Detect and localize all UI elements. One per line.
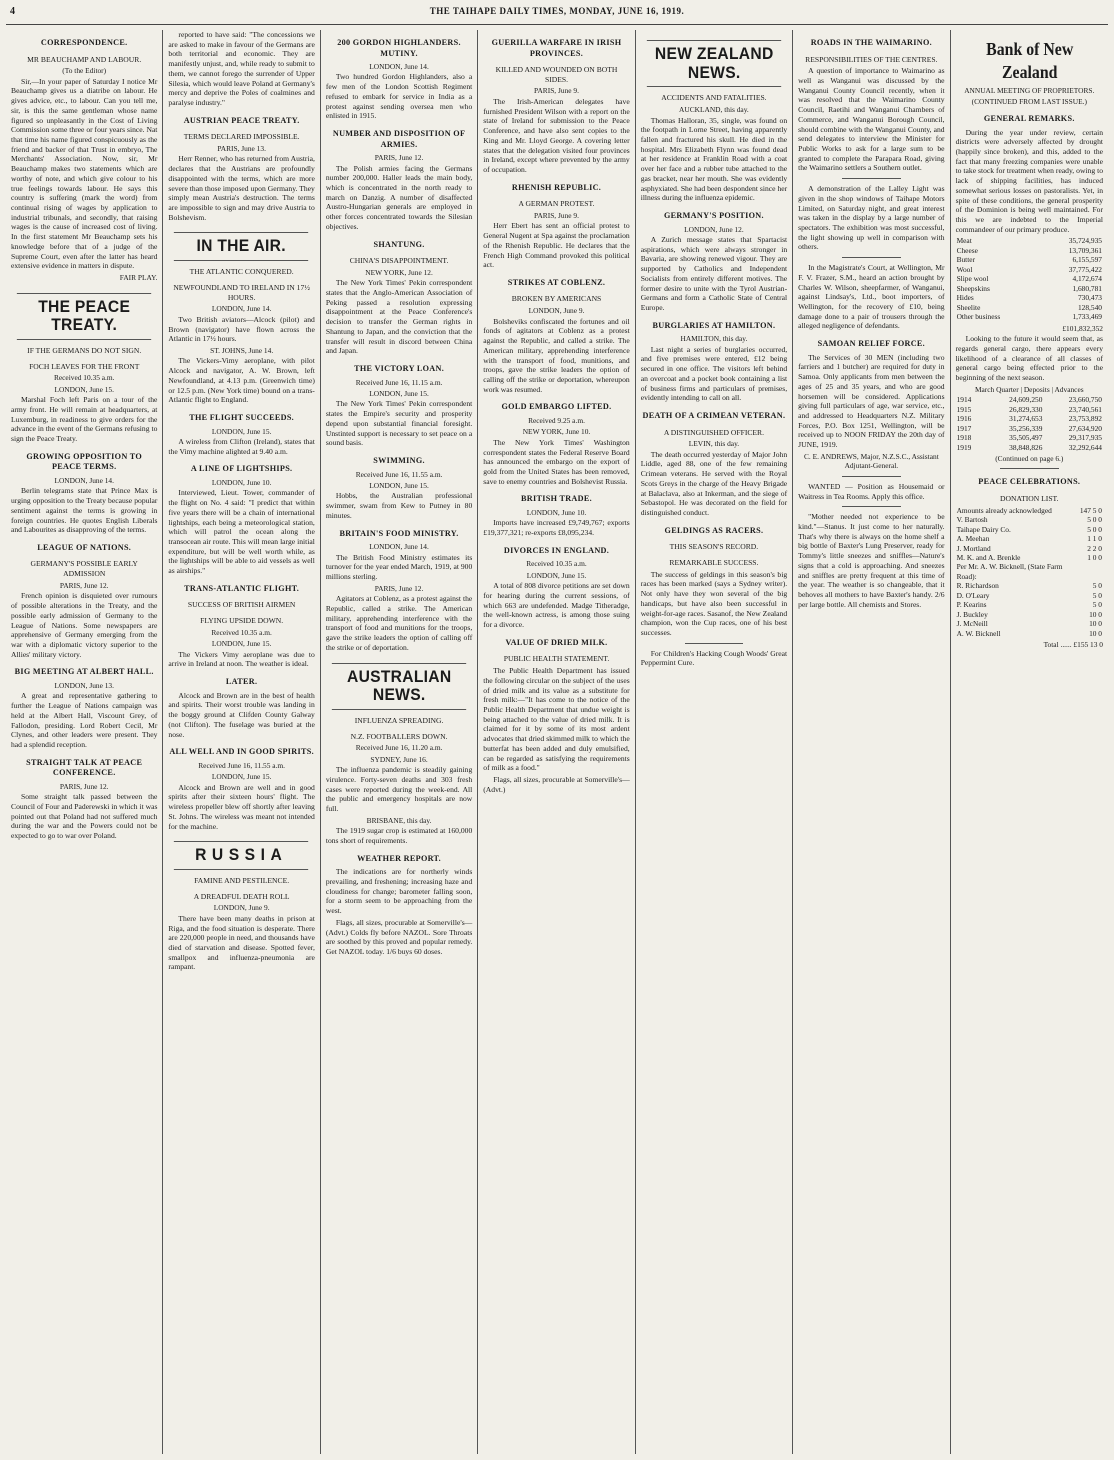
article-body: Last night a series of burglaries occurred, and five premises were entered, £12 being secured in one office. The visitors left behind an overcoat and a pocket book containing a list of business firms and particulars of premises, evidently intending to call on all. (640, 344, 788, 403)
donation-amount: 1 1 0 (1087, 534, 1102, 544)
donation-row (956, 591, 1103, 600)
dateline: PARIS, June 12. (59, 781, 109, 791)
subheading: CHINA'S DISAPPOINTMENT. (349, 256, 449, 266)
advertisement: "Mother needed not experience to be kind."—Stanus. It just come to her naturally. That's why there is always on the home shelf a big bottle of Baxter's Lung Preserver, ready for Tommy's little sneezes and sniffles—Nature's signs that a cold is approaching. And sneezes and sniffles are pretty frequent at this time of the year. The weather is so changeable, that it behoves all mothers to have Baxter's handy. 2/6 per large bottle. All chemists and Stores. (798, 512, 945, 609)
article-body: French opinion is disquieted over rumours of possible alterations in the Treaty, and the possible early admission of Germany to the League of Nations. Some newspapers are apprehensive of Germany emerging from the war with a diplomatic victory superior to the Allies' military victory. (11, 591, 158, 659)
article-body: A Zurich message states that Spartacist aspirations, which were always stronger in Bavaria, are showing renewed vigour. They are supported by Catholics and Independent Socialists from entirely different motives. The former desire to unite with the Tyrol Austrian-Germans and form a Catholic State of Central Europe. (640, 235, 788, 313)
deposits-row (956, 424, 1103, 433)
produce-value: 13,709,361 (1068, 245, 1102, 255)
received-time: Received June 16, 11.55 a.m. (355, 469, 443, 479)
dateline: LONDON, June 13. (54, 680, 114, 690)
dateline: ST. JOHNS, June 14. (210, 345, 274, 355)
produce-row (956, 303, 1103, 312)
dateline: HAMILTON, this day. (680, 334, 748, 344)
article-body: A wireless from Clifton (Ireland), states that the Vimy machine alighted at 9.40 a.m. (168, 436, 315, 456)
heading: BRITISH TRADE. (521, 494, 592, 504)
donation-table (956, 506, 1103, 639)
article-body: Marshal Foch left Paris on a tour of the army front. He will remain at headquarters, at Luxemburg, in readiness to give orders for the advance in the event of the Germans refusing to sign the Peace Treaty. (11, 395, 158, 444)
article-body: A question of importance to Waimarino as well as Wanganui was discussed by the Wanganui County Council recently, when it was resolved that the Waimarino County Council, Raetihi and Wanganui Chambers of Commerce, and Wanganui Borough Council, should combine with the Wanganui County, and send delegates to interview the Minister for Public Works to ask for a large sum to be granted to complete the Parapara Road, giving the Waimarino settlers a Southern outlet. (798, 66, 945, 173)
dateline: LONDON, June 9. (528, 306, 585, 316)
column-7 (951, 30, 1108, 1454)
subheading: BROKEN BY AMERICANS (511, 294, 602, 304)
article-body: Alcock and Brown are well and in good spirits after their sixteen hours' flight. The wireless propeller blew off shortly after leaving St. Johns. The wireless was meant not intended for the machine. (168, 782, 315, 831)
dateline: LONDON, June 15. (369, 388, 429, 398)
deposits-row (956, 395, 1103, 404)
donor-name: J. McNeill (956, 619, 988, 629)
produce-value: 730,473 (1077, 293, 1102, 303)
donation-amount: 5 0 0 (1087, 524, 1102, 534)
donation-amount: 10 0 (1089, 619, 1102, 629)
heading: GERMANY'S POSITION. (663, 211, 764, 221)
article-body: The Services of 30 MEN (including two farriers and 1 butcher) are required for duty in Samoa. Only applicants from men between the ages of 25 and 35 years, and who are good horsemen will be considered. Applications giving full particulars of age, war service, etc., and addressed to Headquarters N.Z. Military Forces, P.O. Box 1251, Wellington, will be received up to NOON FRIDAY the 20th day of JUNE, 1919. (798, 352, 945, 450)
subheading: A DREADFUL DEATH ROLL (193, 891, 290, 901)
article-body: reported to have said: "The concessions we are asked to make in favour of the Germans are both territorial and economic. They are manifestly unjust, and, while ready to submit to them, we cannot forego the surrender of Upper Silesia, which would leave Poland at Germany's mercy and deprive the Poles of coalmines and paralyse industry." (168, 30, 315, 108)
donor-name: Amounts already acknowledged (956, 505, 1052, 515)
divider (842, 506, 901, 507)
produce-label: Other business (956, 312, 1001, 322)
article-body: Two British aviators—Alcock (pilot) and Brown (navigator) have flown across the Atlantic in 17½ hours. (168, 314, 315, 344)
dateline: AUCKLAND, this day. (679, 105, 749, 115)
dateline: LONDON, June 10. (211, 477, 272, 487)
article-body: Sir,—In your paper of Saturday I notice Mr Beauchamp gives us a diatribe on labour. He gives advice, etc., to labour. Can you tell me, sir, is this the same gentleman whose name figured so unpleasantly in the Cost of Living Commission some three or four years since. Nat that time his name figured conspicuously as the friend and backer of that Trust in embryo, The Merchants' Association. Now, sir, Mr Beauchamp makes two statements which are worthy of note, and which give colour to his true feelings towards labour. He says this country is suffering (mark the word) from continual rising of wages by application to industrial tribunals, and secondly, that raising wages is the cause of increased cost of living. In the first statement Mr Beauchamp sets his knowledge before that of a judge of the Supreme Court, even after the latter has heard extensive evidence in matters in dispute. (11, 76, 158, 271)
article-body: Two hundred Gordon Highlanders, also a few men of the London Scottish Regiment refused to embark for service in India as a protest against sending oversea men who enlisted in 1915. (325, 72, 473, 121)
donor-name: A. W. Bicknell (956, 628, 1001, 638)
produce-row (956, 284, 1103, 293)
deposits-value: 24,609,250 (1009, 395, 1043, 405)
produce-label: Hides (956, 293, 974, 303)
produce-table (956, 236, 1103, 321)
article-body: The Polish armies facing the Germans number 200,000. Haller leads the main body, which is concentrated in the north ready to march on Danzig. A number of disaffected Austro-Hungarian generals are employed in other forces concentrated towards the Silesian objectives. (325, 163, 473, 231)
deposits-value: 38,848,826 (1009, 442, 1043, 452)
article-body: The death occurred yesterday of Major John Liddle, aged 88, one of the few remaining Crimean veterans. He served with the Royal Scots Greys in the charge of the Heavy Brigade at Balaclava, also at Inkerman, and the siege of Sebastopol. He was decorated on the field for distinguished conduct. (640, 449, 788, 518)
dateline: PARIS, June 13. (217, 143, 266, 153)
bank-heading: Bank of New Zealand (985, 39, 1073, 83)
donation-row (956, 629, 1103, 638)
produce-value: 35,724,935 (1068, 236, 1102, 246)
article-body: The Vickers-Vimy aeroplane, with pilot Alcock and navigator, A. W. Brown, left Newfoundland, at 4.13 p.m. (Greenwich time) or 12.5 p.m. (New York time) bound on a trans-Atlantic flight to England. (168, 356, 315, 405)
classified-ad: WANTED — Position as Housemaid or Waitress in Tea Rooms. Apply this office. (798, 481, 945, 501)
heading: BIG MEETING AT ALBERT HALL. (14, 667, 154, 677)
produce-row (956, 312, 1103, 321)
subheading: KILLED AND WOUNDED ON BOTH SIDES. (495, 65, 618, 84)
masthead (0, 6, 1114, 24)
produce-label: Meat (956, 236, 972, 246)
subheading: (CONTINUED FROM LAST ISSUE.) (971, 96, 1087, 106)
dateline: LONDON, June 10. (526, 507, 587, 517)
dateline: PARIS, June 12. (374, 583, 424, 593)
produce-value: 37,775,422 (1068, 264, 1102, 274)
divider (842, 476, 901, 477)
subheading: IF THE GERMANS DO NOT SIGN. (27, 345, 142, 355)
heading: PEACE CELEBRATIONS. (978, 477, 1081, 487)
dateline: LONDON, June 15. (369, 481, 429, 490)
column-2 (163, 30, 320, 1454)
subheading: A GERMAN PROTEST. (518, 199, 595, 209)
subheading: TERMS DECLARED IMPOSSIBLE. (183, 132, 300, 142)
advances-value: 32,292,644 (1068, 442, 1102, 452)
donor-name: A. Meehan (956, 534, 990, 544)
article-body: The Irish-American delegates have furnished President Wilson with a report on the state of Ireland for submission to the Peace Conference, and have also sent copies to the King and Mr. Lloyd George. A covering letter states that the delegation visited four provinces in Ireland, except where prevented by the army of occupation. (483, 96, 630, 174)
received-time: Received 10.35 a.m. (53, 373, 115, 383)
heading: AUSTRIAN PEACE TREATY. (183, 115, 300, 125)
article-body: The indications are for northerly winds prevailing, and freshening; increasing haze and cloudiness for change; barometer falling soon, for a storm seem to be approaching from the west. (325, 867, 473, 916)
dateline: LONDON, June 14. (369, 542, 429, 552)
dateline: NEW YORK, June 12. (365, 267, 433, 277)
deposits-row (956, 443, 1103, 452)
received-time: Received June 16, 11.55 a.m. (198, 760, 285, 770)
article-body: Agitators at Coblenz, as a protest against the Republic, called a strike. The American military, apprehending interference with the transport of food and munitions for the troops, gave the strike leaders the option of calling off the strike or of deportation. (325, 594, 473, 652)
heading: GROWING OPPOSITION TO PEACE TERMS. (26, 451, 143, 472)
produce-label: Butter (956, 255, 976, 265)
received-time: Received 10.35 a.m. (526, 559, 587, 569)
column-5 (636, 30, 793, 1454)
subheading: SUCCESS OF BRITISH AIRMEN (187, 600, 296, 610)
dateline: NEW YORK, June 10. (522, 427, 591, 437)
heading: LEAGUE OF NATIONS. (37, 542, 132, 552)
dateline: LONDON, June 14. (54, 475, 114, 485)
dateline: BRISBANE, this day. (366, 815, 432, 825)
produce-value: 128,540 (1077, 302, 1102, 312)
divider (842, 257, 901, 258)
section-heading: IN THE AIR. (174, 232, 309, 261)
donation-row (956, 600, 1103, 609)
produce-row (956, 236, 1103, 245)
subheading: INFLUENZA SPREADING. (354, 715, 444, 725)
donation-row (956, 581, 1103, 590)
donation-row (956, 515, 1103, 524)
donation-total: Total ...... £155 13 0 (1043, 640, 1103, 650)
subheading: FOCH LEAVES FOR THE FRONT (29, 361, 140, 371)
article-body: Hobbs, the Australian professional swimmer, swam from Kew to Putney in 80 minutes. (325, 491, 473, 520)
article-body: Some straight talk passed between the Council of Four and Paderewski in which it was pointed out that Poland had not suffered much during the war and the Powers could not be expected to go to war over Poland. (11, 792, 158, 840)
subheading: NEWFOUNDLAND TO IRELAND IN 17½ HOURS. (173, 282, 310, 302)
donor-name: Taihape Dairy Co. (956, 524, 1011, 534)
heading: SAMOAN RELIEF FORCE. (817, 339, 926, 349)
divider (685, 643, 744, 644)
produce-value: 1,680,781 (1072, 283, 1102, 293)
section-heading: AUSTRALIAN NEWS. (332, 663, 467, 710)
dateline: LONDON, June 15. (211, 426, 272, 436)
heading: THE FLIGHT SUCCEEDS. (189, 413, 295, 422)
column-4 (478, 30, 635, 1454)
advances-value: 23,740,561 (1068, 404, 1102, 414)
article-body: During the year under review, certain districts were adversely affected by drought (happily since broken), and this, added to the fact that many freezing companies were unable to take stock for treatment when ready, owing to lack of shipping facilities, has induced somewhat serious losses on pastoralists. Yet, in spite of these conditions, the general prosperity of the Dominion is being well maintained. For this we are indebted to the Imperial commandeer of our primary produce. (955, 127, 1103, 234)
heading: GOLD EMBARGO LIFTED. (501, 402, 612, 412)
signoff: FAIR PLAY. (119, 273, 158, 283)
produce-value: 4,172,674 (1072, 274, 1102, 284)
dateline: LONDON, June 14. (369, 62, 429, 71)
advances-value: 29,317,935 (1068, 433, 1102, 443)
article-body: The British Food Ministry estimates its turnover for the year ended March, 1919, at 900 millions sterling. (325, 552, 473, 582)
deposits-year: 1918 (956, 433, 972, 443)
donation-amount: 147 5 0 (1079, 505, 1102, 515)
dateline: PARIS, June 12. (59, 580, 109, 590)
deposits-year: 1915 (956, 404, 972, 414)
dateline: LONDON, June 9. (213, 903, 270, 913)
article-body: The 1919 sugar crop is estimated at 160,000 tons short of requirements. (325, 826, 473, 846)
article-body: Looking to the future it would seem that, as regards general cargo, there appears every likelihood of a clearance of all classes of general cargo being effected prior to the beginning of the next season. (955, 334, 1103, 382)
donor-name: V. Bartosh (956, 515, 988, 525)
column-3 (321, 30, 478, 1454)
dateline: PARIS, June 9. (534, 210, 579, 220)
article-body: Herr Renner, who has returned from Austria, declares that the Austrians are profoundly disappointed with the terms, which are more severe than those imposed upon Germany. They simply mean Austria's destruction. The terms are impossible to sign and may drive Austria to Bolshevism. (168, 154, 315, 222)
article-body: The Public Health Department has issued the following circular on the subject of the uses of dried milk and its value as a substitute for fresh milk:—"It has come to the notice of the Public Health Department that undue weight is being attached to the value of dried milk. It is claimed for it by some of its most ardent advocates that dried skimmed milk to which the butterfat has been added and duly emulsified, can be regarded as satisfying the requirements of milk as a food." (483, 666, 630, 773)
heading: DEATH OF A CRIMEAN VETERAN. (642, 411, 786, 421)
subheading: ANNUAL MEETING OF PROPRIETORS. (964, 86, 1095, 96)
produce-label: Slipe wool (956, 274, 989, 284)
dateline: SYDNEY, June 16. (370, 754, 428, 764)
heading: BURGLARIES AT HAMILTON. (652, 320, 776, 330)
heading: 200 GORDON HIGHLANDERS. MUTINY. (337, 38, 461, 58)
subheading: A DISTINGUISHED OFFICER. (663, 427, 765, 437)
deposits-row (956, 414, 1103, 423)
donor-name: J. Mortland (956, 543, 991, 553)
donation-row (956, 544, 1103, 553)
advances-value: 27,634,920 (1068, 423, 1102, 433)
dateline: LONDON, June 15. (526, 570, 587, 580)
donation-amount: 1 0 0 (1087, 553, 1102, 562)
received-time: Received 10.35 a.m. (211, 627, 272, 637)
dateline: LONDON, June 12. (684, 224, 744, 234)
donation-row (956, 506, 1103, 515)
received-time: Received June 16, 11.15 a.m. (355, 377, 443, 387)
columns (6, 30, 1108, 1454)
heading: NUMBER AND DISPOSITION OF ARMIES. (332, 129, 466, 149)
deposits-value: 35,505,497 (1009, 433, 1043, 443)
donation-row (956, 619, 1103, 628)
deposits-value: 26,829,330 (1009, 404, 1043, 414)
donor-name: P. Kearins (956, 600, 987, 610)
article-body: Imports have increased £9,749,767; exports £19,377,321; re-exports £8,095,234. (483, 518, 630, 538)
subheading: FAMINE AND PESTILENCE. (194, 875, 290, 885)
subheading: N.Z. FOOTBALLERS DOWN. (350, 731, 448, 741)
article-body: Herr Ebert has sent an official protest to General Nugent at Spa against the proclamation of the Rhenish Republic. He declares that the French High Command provoked this political act. (483, 221, 630, 270)
subheading: FLYING UPSIDE DOWN. (200, 616, 284, 626)
heading: RHENISH REPUBLIC. (511, 182, 602, 192)
donor-name: M. K. and A. Brenkle (956, 553, 1021, 562)
donation-row (956, 525, 1103, 534)
advertisement: Flags, all sizes, procurable at Somerville's—(Advt.) Colds fly before NAZOL. Sore Throats are soothed by this proved and popular remedy. Get NAZOL today. 1/6 buys 60 doses. (325, 917, 473, 957)
masthead-title: THE TAIHAPE DAILY TIMES, MONDAY, JUNE 16, 1919. (429, 6, 685, 16)
heading: LATER. (225, 677, 258, 687)
produce-row (956, 274, 1103, 283)
produce-label: Sheelite (956, 302, 981, 312)
article-body: A great and representative gathering to further the League of Nations campaign was held at the Albert Hall, Viscount Grey, of Fallodon, presiding. Lord Robert Cecil, Mr Clynes, and other leaders were present. They had a splendid reception. (11, 691, 158, 749)
deposits-value: 31,274,653 (1009, 414, 1043, 424)
section-heading: RUSSIA (174, 841, 309, 870)
dateline: PARIS, June 12. (374, 153, 424, 163)
article-body: There have been many deaths in prison at Riga, and the food situation is desperate. There are 220,000 people in need, and thousands have died of starvation and disease. Spotted fever, smallpox and influenza-pneumonia are rampant. (168, 913, 315, 972)
subheading: ACCIDENTS AND FATALITIES. (661, 93, 767, 103)
subheading: MR BEAUCHAMP AND LABOUR. (27, 54, 142, 64)
produce-row (956, 265, 1103, 274)
heading: WEATHER REPORT. (357, 853, 442, 863)
article-body: Berlin telegrams state that Prince Max is urging opposition to the Treaty because popular sentiment against the terms is growing in foreign countries. He quotes English Liberals and Labourites as disapproving of the terms. (11, 486, 158, 535)
article-body: The success of geldings in this season's big races has been marked (says a Sydney writer). Not only have they won several of the big handicaps, but have also been successful in weight-for-age races. Sasanof, the New Zealand champion, won the Cup races, one of his best successes. (640, 569, 788, 637)
donation-amount: 5 0 (1092, 581, 1102, 591)
article-body: The Vickers Vimy aeroplane was due to arrive in Ireland at noon. The weather is ideal. (168, 649, 315, 669)
donation-row (956, 553, 1103, 562)
subheading: REMARKABLE SUCCESS. (669, 557, 759, 567)
donation-row (956, 534, 1103, 543)
divider (1000, 468, 1059, 469)
deposits-row (956, 405, 1103, 414)
donor-name: Per Mr. A. W. Bicknell, (State Farm Road): (956, 562, 1063, 581)
dateline: PARIS, June 9. (534, 86, 579, 96)
divider (842, 178, 901, 179)
article-body: Interviewed, Lieut. Tower, commander of the flight on No. 4 said: "I predict that within five years there will be a chain of international lightships, each being a meteorological station, which will patrol the ocean along the transocean air route. This will mean large initial expenditure, but will be well worth while, as the lightships will be able to aid vessels as well as airships." (168, 488, 315, 576)
donor-name: J. Buckley (956, 609, 988, 619)
received-time: Received June 16, 11.20 a.m. (355, 743, 443, 753)
article-body: The influenza pandemic is steadily gaining virulence. Forty-seven deaths and 303 fresh cases were reported during the week-end. All the public and emergency hospitals are now full. (325, 765, 473, 814)
section-heading: THE PEACE TREATY. (17, 293, 152, 340)
subheading: PUBLIC HEALTH STATEMENT. (503, 654, 610, 664)
donation-amount: 2 2 0 (1087, 543, 1102, 553)
donor-name: R. Richardson (956, 581, 999, 591)
deposits-row (956, 433, 1103, 442)
dateline: LEVIN, this day. (688, 439, 740, 449)
article-body: A total of 808 divorce petitions are set down for hearing during the current sessions, of which 663 are undefended. Madge Titheradge, the well-known actress, is among those suing for a divorce. (483, 581, 630, 630)
subheading: RESPONSIBILITIES OF THE CENTRES. (805, 54, 938, 64)
deposits-year: 1919 (956, 442, 972, 452)
heading: THE VICTORY LOAN. (354, 364, 445, 373)
page-number: 4 (10, 6, 16, 17)
donation-amount: 5 0 (1092, 590, 1102, 600)
donation-amount: 10 0 (1089, 628, 1102, 638)
donation-amount: 10 0 (1089, 609, 1102, 619)
donor-name: D. O'Leary (956, 590, 990, 600)
masthead-rule (6, 24, 1108, 25)
dateline: LONDON, June 15. (211, 772, 272, 782)
donation-row (956, 562, 1103, 581)
deposits-year: 1916 (956, 414, 972, 424)
column-1 (6, 30, 163, 1454)
article-body: Bolsheviks confiscated the fortunes and oil fonds of agitators at Coblenz as a protest against the Republic, and called a strike. The American military, apprehending interference with the transport of food, munitions, and troops, gave the strike leaders the option of calling off the strike or deportation, whereupon work was resumed. (483, 316, 630, 394)
produce-row (956, 255, 1103, 264)
produce-label: Wool (956, 264, 973, 274)
donation-row (956, 610, 1103, 619)
advances-value: 23,660,750 (1068, 395, 1102, 405)
produce-label: Cheese (956, 245, 978, 255)
heading: VALUE OF DRIED MILK. (505, 637, 608, 647)
heading: TRANS-ATLANTIC FLIGHT. (184, 583, 300, 593)
subheading: THE ATLANTIC CONQUERED. (189, 267, 294, 277)
deposits-table (956, 395, 1103, 452)
received-time: Received 9.25 a.m. (528, 415, 585, 425)
heading: DIVORCES IN ENGLAND. (503, 545, 610, 555)
heading: GELDINGS AS RACERS. (664, 525, 764, 535)
subheading: THIS SEASON'S RECORD. (669, 542, 759, 552)
produce-row (956, 246, 1103, 255)
subheading: DONATION LIST. (1000, 493, 1059, 503)
article-body: Thomas Halloran, 35, single, was found on the footpath in Lorne Street, having apparently fallen and fractured his skull. He died in the hospital. Mrs Elizabeth Flynn was found dead at her residence at Franklin Road with a coat over her face and a rubber tube attached to the gas bracket, near her mouth. She was evidently asphyxiated. She had been despondent since her illness during the influenza epidemic. (640, 115, 788, 203)
heading: GENERAL REMARKS. (983, 114, 1075, 123)
continued-note: (Continued on page 6.) (995, 453, 1064, 463)
advertisement: Flags, all sizes, procurable at Somerville's—(Advt.) (483, 774, 630, 794)
advertisement: For Children's Hacking Cough Woods' Great Peppermint Cure. (640, 648, 788, 668)
deposits-header: March Quarter | Deposits | Advances (974, 384, 1084, 394)
dateline: LONDON, June 15. (54, 384, 114, 394)
heading: STRIKES AT COBLENZ. (507, 277, 606, 287)
produce-total: £101,832,352 (1062, 323, 1103, 333)
heading: SHANTUNG. (373, 239, 425, 249)
produce-value: 1,733,469 (1072, 312, 1102, 322)
article-body: The New York Times' Pekin correspondent states that the Anglo-American Association of Peking passed a resolution expressing disappointment at the Peace Conference's decision to transfer the German rights in Shantung to Japan, and the conviction that the transfer will result in discord between China and Japan. (325, 278, 473, 356)
heading: ALL WELL AND IN GOOD SPIRITS. (169, 747, 314, 757)
heading: A LINE OF LIGHTSHIPS. (190, 464, 293, 474)
editor-line: (To the Editor) (62, 66, 107, 76)
heading: CORRESPONDENCE. (40, 38, 128, 47)
heading: GUERILLA WARFARE IN IRISH PROVINCES. (491, 38, 622, 58)
dateline: LONDON, June 15. (211, 639, 272, 649)
deposits-year: 1917 (956, 423, 972, 433)
heading: SWIMMING. (373, 456, 425, 466)
column-6 (793, 30, 950, 1454)
subheading: GERMANY'S POSSIBLE EARLY ADMISSION (30, 559, 138, 579)
produce-row (956, 293, 1103, 302)
donation-amount (1079, 562, 1103, 581)
deposits-year: 1914 (956, 395, 972, 405)
article-body: In the Magistrate's Court, at Wellington, Mr F. V. Frazer, S.M., heard an action brought by Charles W. Wilson, sheepfarmer, of Wanganui, against Lindsay's, Ltd., boot importers, of Wellington, for the recovery of £10, being damage done to a pair of trousers through the alleged negligence of defendants. (798, 263, 945, 331)
heading: BRITAIN'S FOOD MINISTRY. (339, 528, 459, 538)
advances-value: 23,753,892 (1068, 414, 1102, 424)
heading: ROADS IN THE WAIMARINO. (810, 38, 932, 47)
heading: STRAIGHT TALK AT PEACE CONFERENCE. (26, 757, 143, 778)
deposits-value: 35,256,339 (1009, 423, 1043, 433)
section-heading: NEW ZEALAND NEWS. (647, 40, 782, 87)
produce-label: Sheepskins (956, 283, 990, 293)
donation-amount: 5 0 0 (1087, 515, 1102, 525)
produce-value: 6,155,597 (1072, 255, 1102, 265)
donation-amount: 5 0 (1092, 600, 1102, 610)
signature: C. E. ANDREWS, Major, N.Z.S.C., Assistant Adjutant-General. (803, 451, 939, 471)
article-body: A demonstration of the Lalley Light was given in the shop windows of Taihape Motors Limited, on Saturday night, and great interest was taken in the display by a large number of spectators. The exhibition was most successful, the light showing up well in comparison with others. (798, 184, 945, 252)
article-body: Alcock and Brown are in the best of health and spirits. Their worst trouble was landing in the boggy ground at Clifden County Galway (not Clifton). The fuselage was buried at the nose. (168, 690, 315, 739)
dateline: LONDON, June 14. (211, 304, 272, 314)
article-body: The New York Times' Washington correspondent states the Federal Reserve Board has announced the embargo on the export of gold from the United States has been removed, save to enemy countries and Bolshevist Russia. (483, 437, 630, 486)
article-body: The New York Times' Pekin correspondent states the Empire's security and prosperity depend upon substantial financial foresight. Unstinted support is necessary to set peace on a sound basis. (325, 399, 473, 448)
